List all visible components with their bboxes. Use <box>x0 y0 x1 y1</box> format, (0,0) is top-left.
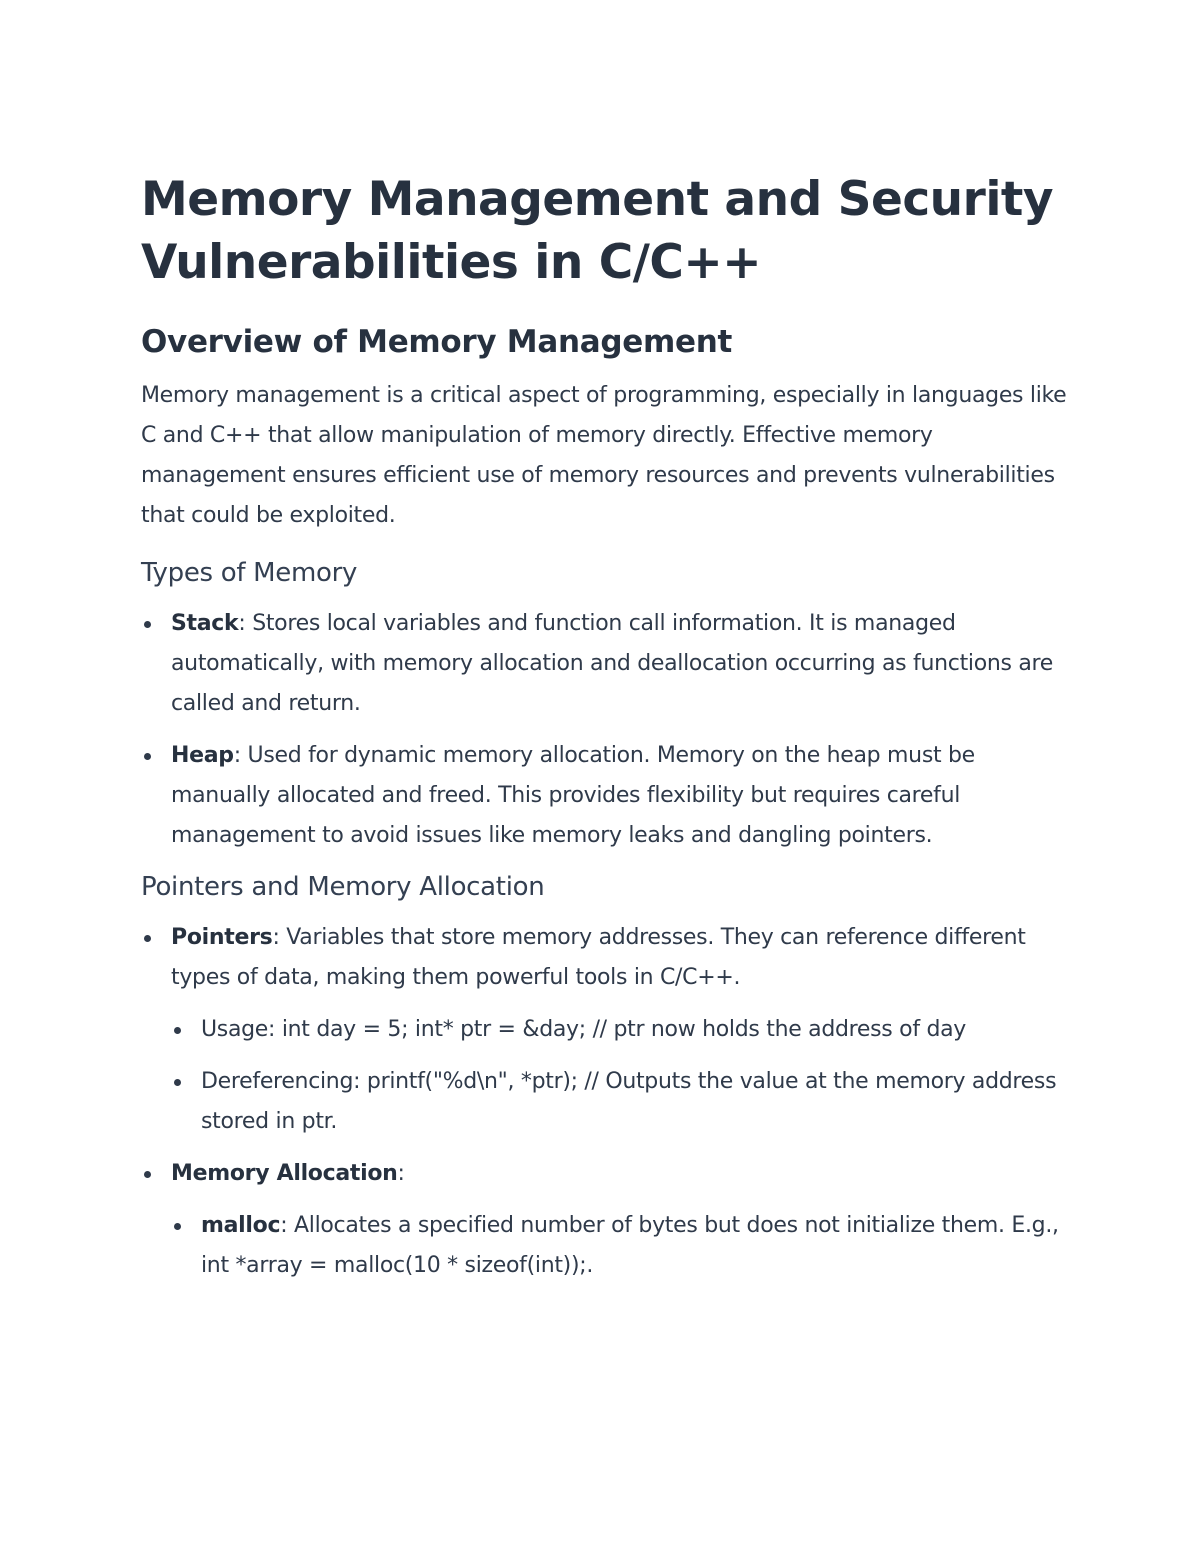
bullet-icon <box>174 1223 181 1230</box>
sublist-item-text: Dereferencing: printf("%d\n", *ptr); // Outputs the value at the memory address stored in ptr. <box>201 1069 1057 1134</box>
sublist-item-usage <box>171 1010 1071 1050</box>
subsection-heading-pointers: Pointers and Memory Allocation <box>141 872 545 902</box>
subsection-heading-types-of-memory: Types of Memory <box>141 558 358 588</box>
sublist-item-text: Usage: int day = 5; int* ptr = &day; // ptr now holds the address of day <box>201 1017 967 1042</box>
list-item-heap <box>141 736 1071 856</box>
sublist-item-dereferencing <box>171 1062 1071 1142</box>
list-item-term: Pointers <box>171 925 273 950</box>
list-item-pointers <box>141 918 1071 1142</box>
bullet-icon <box>144 753 151 760</box>
sublist-item-malloc <box>171 1206 1071 1286</box>
bullet-icon <box>144 935 151 942</box>
overview-paragraph: Memory management is a critical aspect of programming, especially in languages like C and C++ that allow manipulation of memory directly. Effective memory management ensures efficient use of memory resources and prevents vulnerabilities that could be exploited. <box>141 383 1067 528</box>
list-item-text: : <box>397 1161 405 1186</box>
bullet-icon <box>144 621 151 628</box>
bullet-icon <box>144 1171 151 1178</box>
sublist-item-term: malloc <box>201 1213 281 1238</box>
list-item-text: : Stores local variables and function call information. It is managed automatically, with memory allocation and deallocation occurring as functions are called and return. <box>171 611 1054 716</box>
document-title: Memory Management and Security Vulnerabilities in C/C++ <box>141 172 1054 290</box>
list-item-term: Memory Allocation <box>171 1161 398 1186</box>
list-item-memory-allocation <box>141 1154 1071 1286</box>
list-item-term: Stack <box>171 611 239 636</box>
pointers-sublist <box>171 1010 1071 1142</box>
document-page <box>141 168 1071 1298</box>
pointers-list <box>141 918 1071 1286</box>
list-item-text: : Variables that store memory addresses. They can reference different types of data, making them powerful tools in C/C++. <box>171 925 1026 990</box>
sublist-item-text: : Allocates a specified number of bytes but does not initialize them. E.g., int *array = malloc(10 * sizeof(int));. <box>201 1213 1059 1278</box>
allocation-sublist <box>171 1206 1071 1286</box>
list-item-term: Heap <box>171 743 234 768</box>
list-item-text: : Used for dynamic memory allocation. Memory on the heap must be manually allocated and freed. This provides flexibility but requires careful management to avoid issues like memory leaks and dangling pointers. <box>171 743 975 848</box>
bullet-icon <box>174 1079 181 1086</box>
list-item-stack <box>141 604 1071 724</box>
bullet-icon <box>174 1027 181 1034</box>
types-of-memory-list <box>141 604 1071 856</box>
section-heading-overview: Overview of Memory Management <box>141 324 732 360</box>
